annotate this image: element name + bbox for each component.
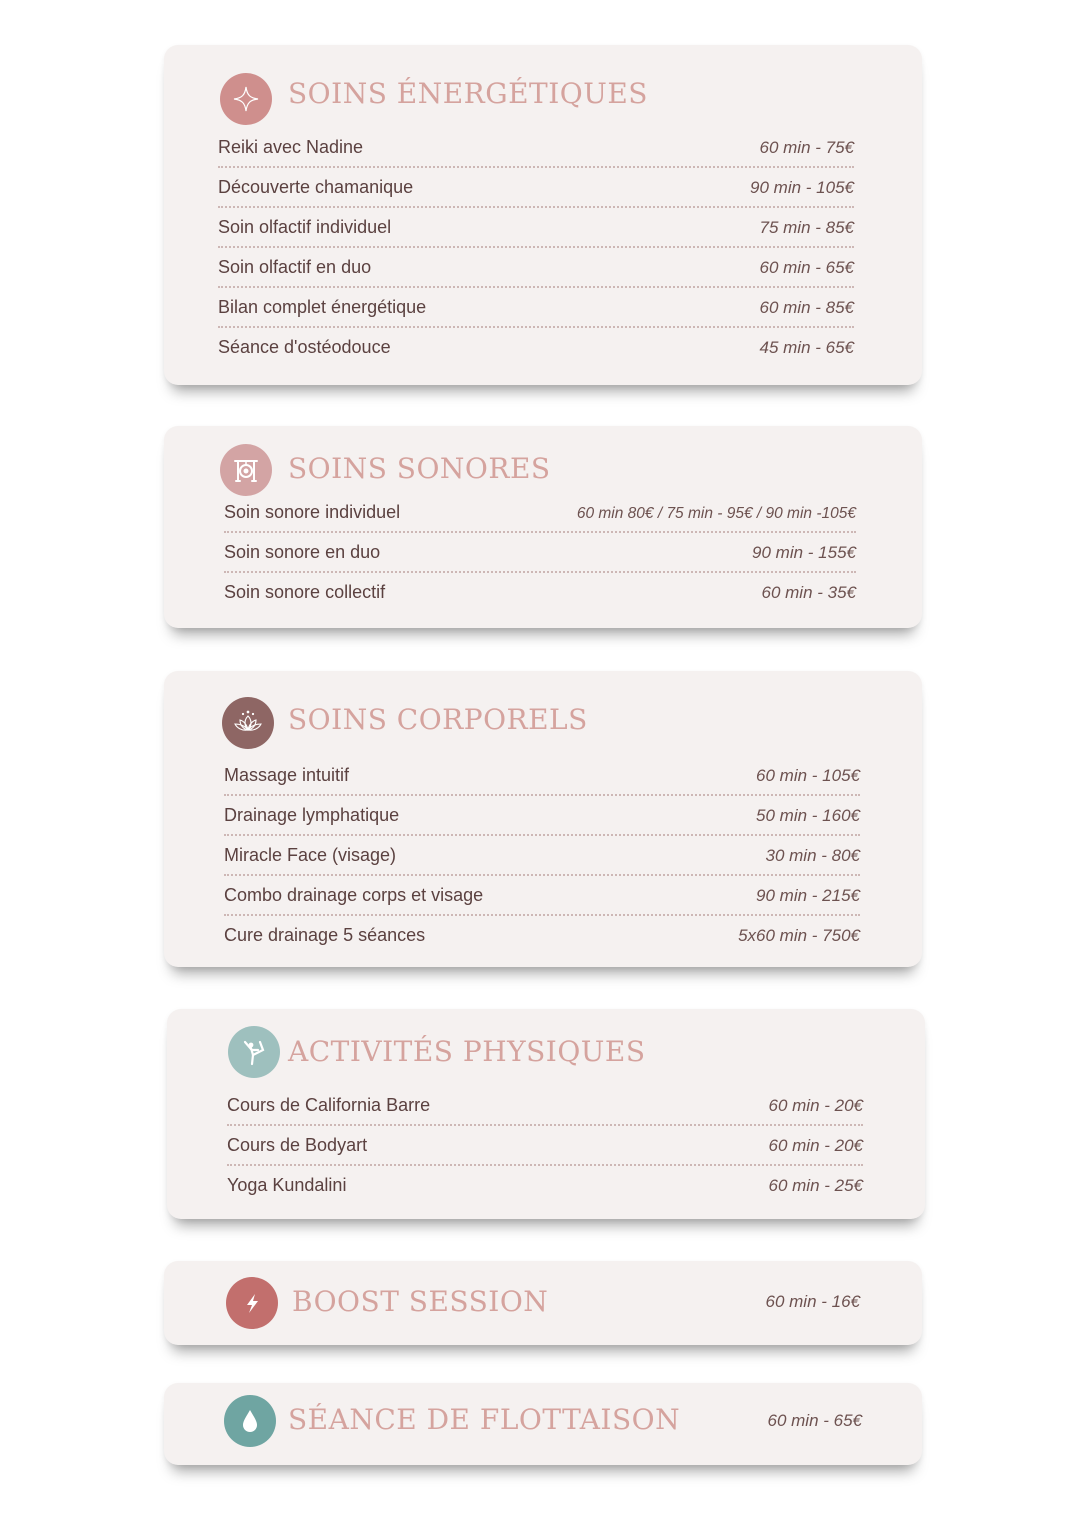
service-price: 60 min - 20€ xyxy=(768,1096,863,1115)
service-price: 60 min 80€ / 75 min - 95€ / 90 min -105€ xyxy=(576,505,856,522)
service-price: 60 min - 25€ xyxy=(768,1176,863,1195)
service-price: 75 min - 85€ xyxy=(759,218,854,237)
section-title: SOINS CORPORELS xyxy=(288,703,588,736)
service-row xyxy=(227,1175,863,1204)
section-card-activites-physiques xyxy=(167,1009,925,1219)
service-row xyxy=(224,582,856,611)
service-price: 60 min - 85€ xyxy=(759,298,854,317)
service-row xyxy=(218,257,854,288)
service-name: Combo drainage corps et visage xyxy=(224,885,484,905)
service-name: Reiki avec Nadine xyxy=(218,137,364,157)
service-row xyxy=(227,1135,863,1166)
service-row xyxy=(224,845,860,876)
service-row xyxy=(218,297,854,328)
service-row xyxy=(227,1095,863,1126)
service-name: Soin sonore collectif xyxy=(224,582,386,602)
service-price: 50 min - 160€ xyxy=(756,806,860,825)
service-row xyxy=(218,137,854,168)
section-title: SÉANCE DE FLOTTAISON xyxy=(288,1403,681,1436)
service-name: Massage intuitif xyxy=(224,765,350,785)
service-name: Découverte chamanique xyxy=(218,177,414,197)
service-price: 45 min - 65€ xyxy=(759,338,854,357)
service-name: Soin sonore individuel xyxy=(224,502,401,522)
service-name: Soin olfactif individuel xyxy=(218,217,392,237)
service-name: Cours de Bodyart xyxy=(227,1135,368,1155)
yoga-pose-icon xyxy=(228,1026,280,1078)
service-price: 60 min - 65€ xyxy=(759,258,854,277)
service-name: Soin olfactif en duo xyxy=(218,257,372,277)
service-name: Cours de California Barre xyxy=(227,1095,431,1115)
service-name: Yoga Kundalini xyxy=(227,1175,347,1195)
service-row xyxy=(218,337,854,366)
service-price: 60 min - 16€ xyxy=(765,1292,860,1311)
lotus-icon xyxy=(222,697,274,749)
service-price: 90 min - 215€ xyxy=(756,886,860,905)
service-row xyxy=(224,502,856,533)
service-price: 90 min - 105€ xyxy=(750,178,854,197)
service-price: 60 min - 105€ xyxy=(756,766,860,785)
service-name: Soin sonore en duo xyxy=(224,542,381,562)
service-name: Bilan complet énergétique xyxy=(218,297,427,317)
section-card-boost-session xyxy=(164,1261,922,1345)
service-name: Miracle Face (visage) xyxy=(224,845,397,865)
section-title: SOINS SONORES xyxy=(288,452,551,485)
sparkle-icon xyxy=(220,73,272,125)
section-title: ACTIVITÉS PHYSIQUES xyxy=(288,1035,646,1068)
service-price: 60 min - 20€ xyxy=(768,1136,863,1155)
service-row xyxy=(224,925,860,954)
service-price: 30 min - 80€ xyxy=(765,846,860,865)
lightning-icon xyxy=(226,1277,278,1329)
service-row xyxy=(224,805,860,836)
service-row xyxy=(218,177,854,208)
section-title: SOINS ÉNERGÉTIQUES xyxy=(288,77,648,110)
section-card-soins-sonores xyxy=(164,426,922,628)
service-row xyxy=(224,885,860,916)
service-price: 60 min - 75€ xyxy=(759,138,854,157)
service-name: Drainage lymphatique xyxy=(224,805,400,825)
service-price: 90 min - 155€ xyxy=(752,543,856,562)
service-price: 5x60 min - 750€ xyxy=(738,926,860,945)
gong-icon xyxy=(220,444,272,496)
section-title: BOOST SESSION xyxy=(292,1285,549,1318)
water-drop-icon xyxy=(224,1395,276,1447)
service-price: 60 min - 35€ xyxy=(761,583,856,602)
service-row xyxy=(218,217,854,248)
service-price: 60 min - 65€ xyxy=(767,1411,862,1430)
section-card-soins-energetiques xyxy=(164,45,922,385)
service-name: Cure drainage 5 séances xyxy=(224,925,426,945)
section-card-soins-corporels xyxy=(164,671,922,967)
service-row xyxy=(224,542,856,573)
service-name: Séance d'ostéodouce xyxy=(218,337,391,357)
service-row xyxy=(224,765,860,796)
section-card-seance-de-flottaison xyxy=(164,1383,922,1465)
